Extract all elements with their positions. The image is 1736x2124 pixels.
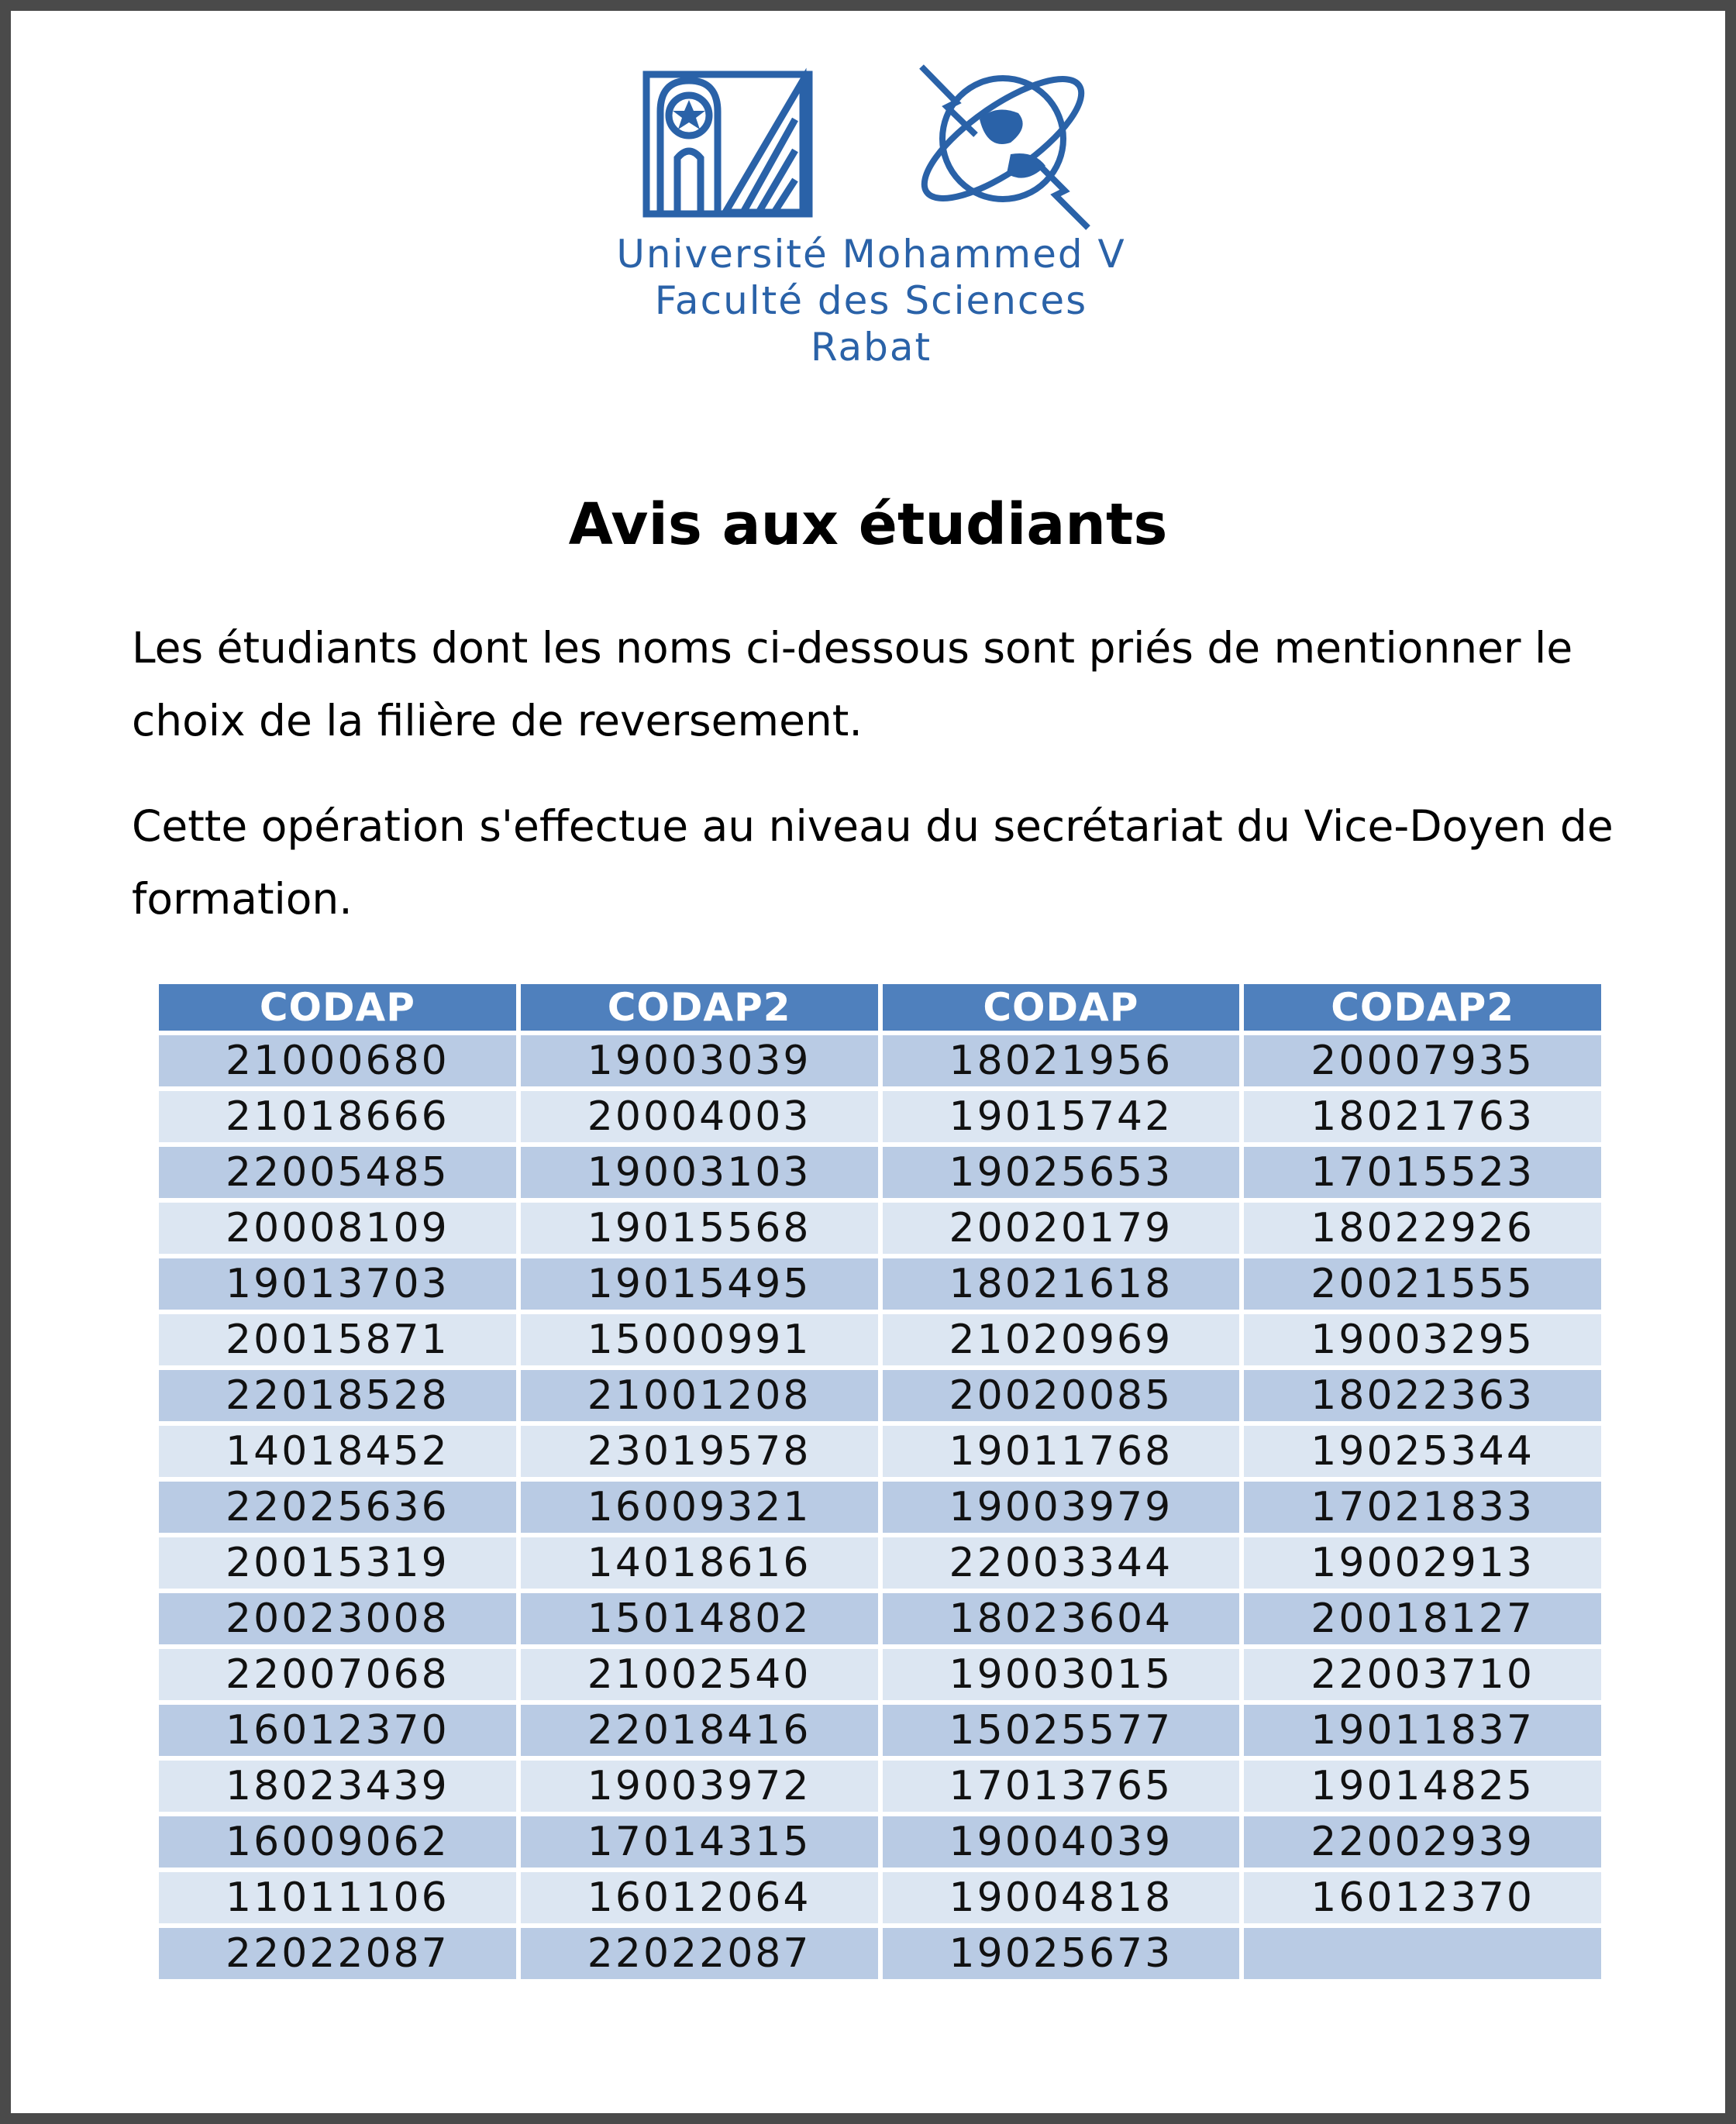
table-cell: 15014802 <box>521 1593 878 1644</box>
table-cell: 19003039 <box>521 1035 878 1086</box>
table-row <box>159 1482 1601 1533</box>
table-cell: 20015319 <box>159 1537 516 1589</box>
table-cell: 19004039 <box>883 1816 1240 1868</box>
table-cell: 16009062 <box>159 1816 516 1868</box>
table-cell: 19015568 <box>521 1203 878 1254</box>
table-cell: 20020179 <box>883 1203 1240 1254</box>
table-cell: 18021956 <box>883 1035 1240 1086</box>
university-logo <box>522 57 1220 383</box>
table-cell: 18022363 <box>1244 1370 1601 1421</box>
table-row <box>159 1537 1601 1589</box>
table-cell: 19004818 <box>883 1872 1240 1923</box>
table-cell: 22018416 <box>521 1705 878 1756</box>
table-cell: 20018127 <box>1244 1593 1601 1644</box>
table-cell: 19015495 <box>521 1258 878 1310</box>
paragraph-1 <box>132 611 1620 757</box>
table-cell: 20008109 <box>159 1203 516 1254</box>
table-cell: 23019578 <box>521 1426 878 1477</box>
table-cell: 19003972 <box>521 1761 878 1812</box>
university-arch-emblem-icon <box>646 74 809 214</box>
table-cell: 17015523 <box>1244 1147 1601 1198</box>
table-row <box>159 1035 1601 1086</box>
header-cell: CODAP2 <box>521 984 878 1031</box>
table-cell: 20004003 <box>521 1091 878 1142</box>
table-row <box>159 1091 1601 1142</box>
header-cell: CODAP <box>883 984 1240 1031</box>
table-cell: 20023008 <box>159 1593 516 1644</box>
table-cell: 19013703 <box>159 1258 516 1310</box>
table-cell: 19025344 <box>1244 1426 1601 1477</box>
paragraph-2 <box>132 790 1620 935</box>
table-cell: 22002939 <box>1244 1816 1601 1868</box>
table-cell: 16009321 <box>521 1482 878 1533</box>
table-row <box>159 1258 1601 1310</box>
table-cell: 19011768 <box>883 1426 1240 1477</box>
paragraph-2-line-2: formation. <box>132 874 353 924</box>
logo-line-faculty: Faculté des Sciences <box>654 278 1088 323</box>
table-cell: 14018452 <box>159 1426 516 1477</box>
table-row <box>159 1203 1601 1254</box>
table-cell: 22003710 <box>1244 1649 1601 1700</box>
table-cell: 22007068 <box>159 1649 516 1700</box>
table-row <box>159 1593 1601 1644</box>
table-cell: 18021618 <box>883 1258 1240 1310</box>
table-row <box>159 1314 1601 1365</box>
table-cell <box>1244 1928 1601 1979</box>
table-cell: 19011837 <box>1244 1705 1601 1756</box>
table-cell: 18023604 <box>883 1593 1240 1644</box>
table-header-row <box>159 984 1601 1031</box>
header-cell: CODAP2 <box>1244 984 1601 1031</box>
table-cell: 21020969 <box>883 1314 1240 1365</box>
table-cell: 16012370 <box>1244 1872 1601 1923</box>
table-cell: 16012370 <box>159 1705 516 1756</box>
table-body <box>159 1035 1601 1979</box>
table-row <box>159 1872 1601 1923</box>
table-cell: 19014825 <box>1244 1761 1601 1812</box>
table-cell: 18022926 <box>1244 1203 1601 1254</box>
table-row <box>159 1147 1601 1198</box>
table-cell: 19025653 <box>883 1147 1240 1198</box>
star-icon <box>673 100 705 129</box>
table-cell: 22022087 <box>521 1928 878 1979</box>
table-cell: 21018666 <box>159 1091 516 1142</box>
table-cell: 17014315 <box>521 1816 878 1868</box>
table-cell: 19025673 <box>883 1928 1240 1979</box>
paragraph-1-line-1: Les étudiants dont les noms ci-dessous sont priés de mentionner le <box>132 623 1573 673</box>
table-cell: 16012064 <box>521 1872 878 1923</box>
table-cell: 17021833 <box>1244 1482 1601 1533</box>
table-cell: 20007935 <box>1244 1035 1601 1086</box>
table-row <box>159 1928 1601 1979</box>
table-cell: 21001208 <box>521 1370 878 1421</box>
table-row <box>159 1761 1601 1812</box>
logo-line-city: Rabat <box>810 325 932 370</box>
table-cell: 11011106 <box>159 1872 516 1923</box>
table-cell: 18023439 <box>159 1761 516 1812</box>
header-cell: CODAP <box>159 984 516 1031</box>
table-cell: 14018616 <box>521 1537 878 1589</box>
table-cell: 20021555 <box>1244 1258 1601 1310</box>
table-cell: 19003103 <box>521 1147 878 1198</box>
table-cell: 22018528 <box>159 1370 516 1421</box>
faculty-orbit-emblem-icon <box>908 59 1098 228</box>
table-cell: 20015871 <box>159 1314 516 1365</box>
paragraph-2-line-1: Cette opération s'effectue au niveau du secrétariat du Vice-Doyen de <box>132 801 1614 851</box>
table-row <box>159 1649 1601 1700</box>
table-cell: 19002913 <box>1244 1537 1601 1589</box>
document-page <box>11 11 1725 2113</box>
logo-line-university: Université Mohammed V <box>616 232 1126 277</box>
table-cell: 20020085 <box>883 1370 1240 1421</box>
table-cell: 21000680 <box>159 1035 516 1086</box>
table-cell: 22003344 <box>883 1537 1240 1589</box>
table-cell: 22022087 <box>159 1928 516 1979</box>
table-row <box>159 1705 1601 1756</box>
codap-table <box>154 979 1606 1984</box>
table-cell: 18021763 <box>1244 1091 1601 1142</box>
table-cell: 19003015 <box>883 1649 1240 1700</box>
table-cell: 19003295 <box>1244 1314 1601 1365</box>
page-title: Avis aux étudiants <box>568 491 1168 558</box>
table-cell: 22005485 <box>159 1147 516 1198</box>
codap-table-container <box>154 979 1606 1984</box>
table-cell: 15000991 <box>521 1314 878 1365</box>
table-row <box>159 1370 1601 1421</box>
table-cell: 22025636 <box>159 1482 516 1533</box>
table-cell: 19003979 <box>883 1482 1240 1533</box>
table-row <box>159 1426 1601 1477</box>
table-cell: 19015742 <box>883 1091 1240 1142</box>
paragraph-1-line-2: choix de la filière de reversement. <box>132 696 863 745</box>
table-cell: 17013765 <box>883 1761 1240 1812</box>
table-cell: 21002540 <box>521 1649 878 1700</box>
table-cell: 15025577 <box>883 1705 1240 1756</box>
table-row <box>159 1816 1601 1868</box>
